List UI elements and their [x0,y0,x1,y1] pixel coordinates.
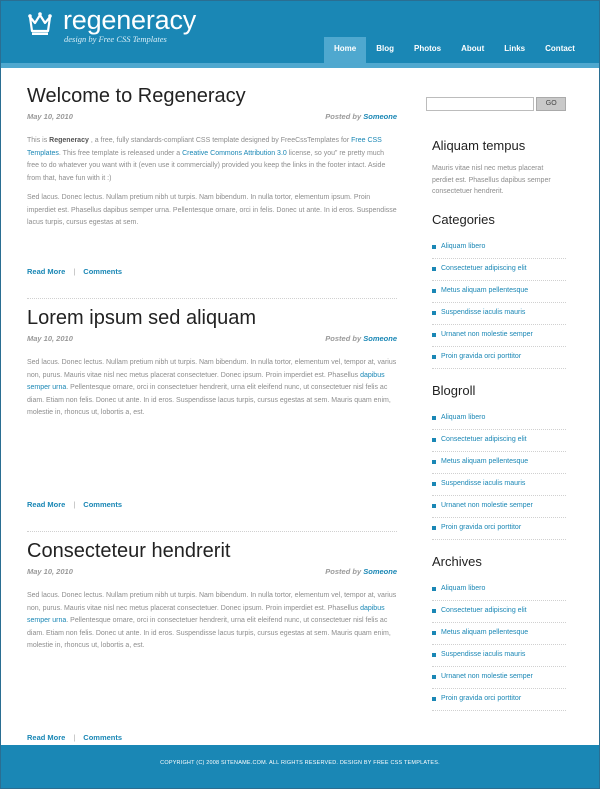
post [27,84,397,299]
sidebar-heading: Archives [432,553,482,569]
sidebar-link[interactable]: Aliquam libero [432,579,566,601]
sidebar [426,97,566,711]
post-author[interactable]: Someone [363,334,397,343]
nav-photos[interactable]: Photos [414,44,442,53]
separator: | [73,267,76,276]
post-meta [27,567,397,576]
dapibus-link[interactable]: dapibus semper urna [27,371,385,391]
sidebar-link[interactable]: Suspendisse iaculis mauris [432,474,566,496]
separator: | [73,733,76,742]
nav-blog[interactable]: Blog [376,44,395,53]
post-date: May 10, 2010 [27,567,73,576]
read-more-link[interactable]: Read More [27,733,66,742]
sidebar-link[interactable]: Suspendisse iaculis mauris [432,303,566,325]
post-date: May 10, 2010 [27,112,73,121]
sidebar-link[interactable]: Aliquam libero [432,237,566,259]
main-content [27,78,397,772]
sidebar-about [426,138,566,198]
sidebar-link[interactable]: Urnanet non molestie semper [432,325,566,347]
post-paragraph [27,590,397,653]
search-go-button[interactable]: GO [536,97,566,111]
posted-by-label: Posted by [325,112,362,121]
post-author[interactable]: Someone [363,567,397,576]
post-meta [27,112,397,121]
comments-link[interactable]: Comments [83,733,123,742]
sidebar-about-text: Mauris vitae nisl nec metus placerat perdiet est. Phasellus dapibus semper consectetuer hendrerit. [432,165,551,195]
text-span: . Pellentesque ornare, orci in consectetuer hendrerit, urna elit eleifend nunc, ut consectetuer nisl felis ac diam. Etiam non felis. Donec ut ante. In id eros. Suspendisse lacus turpis, cursus egestas at sem. Mauris quam enim, molestie in, rhoncus ut, lobortis a, est. [27,384,391,416]
post-title[interactable]: Welcome to Regeneracy [27,85,246,107]
dapibus-link[interactable]: dapibus semper urna [27,604,385,624]
post-links [27,267,122,276]
sidebar-link[interactable]: Proin gravida orci porttitor [432,689,566,711]
nav-links[interactable]: Links [504,44,526,53]
post-body [27,590,397,653]
post-title[interactable]: Lorem ipsum sed aliquam [27,307,256,329]
nav-about[interactable]: About [461,44,485,53]
crown-icon [27,11,53,37]
text-span: , a free, fully standards-compliant CSS template designed by FreeCssTemplates for [88,137,352,144]
sidebar-link[interactable]: Metus aliquam pellentesque [432,623,566,645]
post-links [27,500,122,509]
separator: | [73,500,76,509]
sidebar-link[interactable]: Proin gravida orci porttitor [432,518,566,540]
read-more-link[interactable]: Read More [27,267,66,276]
blogroll-list [432,408,566,540]
creative-commons-link[interactable]: Creative Commons Attribution 3.0 [182,149,287,157]
sidebar-link[interactable]: Metus aliquam pellentesque [432,452,566,474]
category-list [432,237,566,369]
sidebar-blogroll [426,383,566,540]
sidebar-link[interactable]: Urnanet non molestie semper [432,496,566,518]
post-byline [325,334,397,343]
text-span: . Pellentesque ornare, orci in consectetuer hendrerit, urna elit eleifend nunc, ut consectetuer nisl felis ac diam. Etiam non felis. Donec ut ante. In id eros. Suspendisse lacus turpis, cursus egestas at sem. Mauris quam enim, molestie in, rhoncus ut, lobortis a, est. [27,617,391,649]
post [27,306,397,532]
text-span: Sed lacus. Donec lectus. Nullam pretium nibh ut turpis. Nam bibendum. In nulla tortor, elementum vel, tempor at, varius non, purus. Mauris vitae nisl nec metus placerat consectetuer. Donec ipsum. Proin imperdiet est. Phasellus [27,359,397,379]
nav-contact[interactable]: Contact [545,44,575,53]
sidebar-link[interactable]: Consectetuer adipiscing elit [432,259,566,281]
text-span: . This free template is released under a [58,149,183,157]
text-strong: Regeneracy [49,137,89,144]
post-links [27,733,122,742]
sidebar-archives [426,554,566,711]
sidebar-heading: Blogroll [432,382,476,398]
sidebar-link[interactable]: Metus aliquam pellentesque [432,281,566,303]
site-title[interactable]: regeneracy [63,5,197,35]
text-span: license, so you” re pretty much free to do whatever you want with it (even use it commercially) provided you keep the links in the footer intact. Aside from that, have fun with it :) [27,149,386,182]
search-form [426,97,566,111]
read-more-link[interactable]: Read More [27,500,66,509]
post-author[interactable]: Someone [363,112,397,121]
search-input[interactable] [426,97,534,111]
post-date: May 10, 2010 [27,334,73,343]
post-title[interactable]: Consecteteur hendrerit [27,540,231,562]
post-meta [27,334,397,343]
sidebar-link[interactable]: Suspendisse iaculis mauris [432,645,566,667]
site-tagline: design by Free CSS Templates [64,34,167,44]
sidebar-link[interactable]: Consectetuer adipiscing elit [432,430,566,452]
site-footer [1,745,599,788]
post-body [27,135,397,230]
sidebar-categories [426,212,566,369]
sidebar-link[interactable]: Urnanet non molestie semper [432,667,566,689]
posted-by-label: Posted by [325,567,362,576]
sidebar-link[interactable]: Proin gravida orci porttitor [432,347,566,369]
post-paragraph: Sed lacus. Donec lectus. Nullam pretium nibh ut turpis. Nam bibendum. In nulla tortor, elementum ipsum. Proin imperdiet est. Phasellus dapibus semper urna. Pellentesque ornare, orci in felis. Donec ut ante. In id eros. Suspendisse lacus turpis, cursus egestas at sem. [27,194,397,226]
post-paragraph [27,357,397,420]
sidebar-heading: Aliquam tempus [432,138,526,153]
sidebar-link[interactable]: Aliquam libero [432,408,566,430]
post-byline [325,112,397,121]
posted-by-label: Posted by [325,334,362,343]
comments-link[interactable]: Comments [83,500,123,509]
post-paragraph [27,135,397,185]
main-nav [324,37,585,63]
archive-list [432,579,566,711]
sidebar-link[interactable]: Consectetuer adipiscing elit [432,601,566,623]
header-stripe [1,63,599,68]
post [27,539,397,765]
post-byline [325,567,397,576]
text-span: Sed lacus. Donec lectus. Nullam pretium nibh ut turpis. Nam bibendum. In nulla tortor, elementum vel, tempor at, varius non, purus. Mauris vitae nisl nec metus placerat consectetuer. Donec ipsum. Proin imperdiet est. Phasellus [27,592,397,612]
post-body [27,357,397,420]
footer-copyright: COPYRIGHT (C) 2008 SITENAME.COM. ALL RIGHTS RESERVED. DESIGN BY FREE CSS TEMPLATES. [160,760,440,766]
text-span: This is [27,137,50,144]
comments-link[interactable]: Comments [83,267,123,276]
sidebar-heading: Categories [432,211,495,227]
free-css-templates-link[interactable]: Free CSS Templates [27,137,382,157]
nav-home[interactable]: Home [324,37,366,63]
site-header [1,1,599,63]
